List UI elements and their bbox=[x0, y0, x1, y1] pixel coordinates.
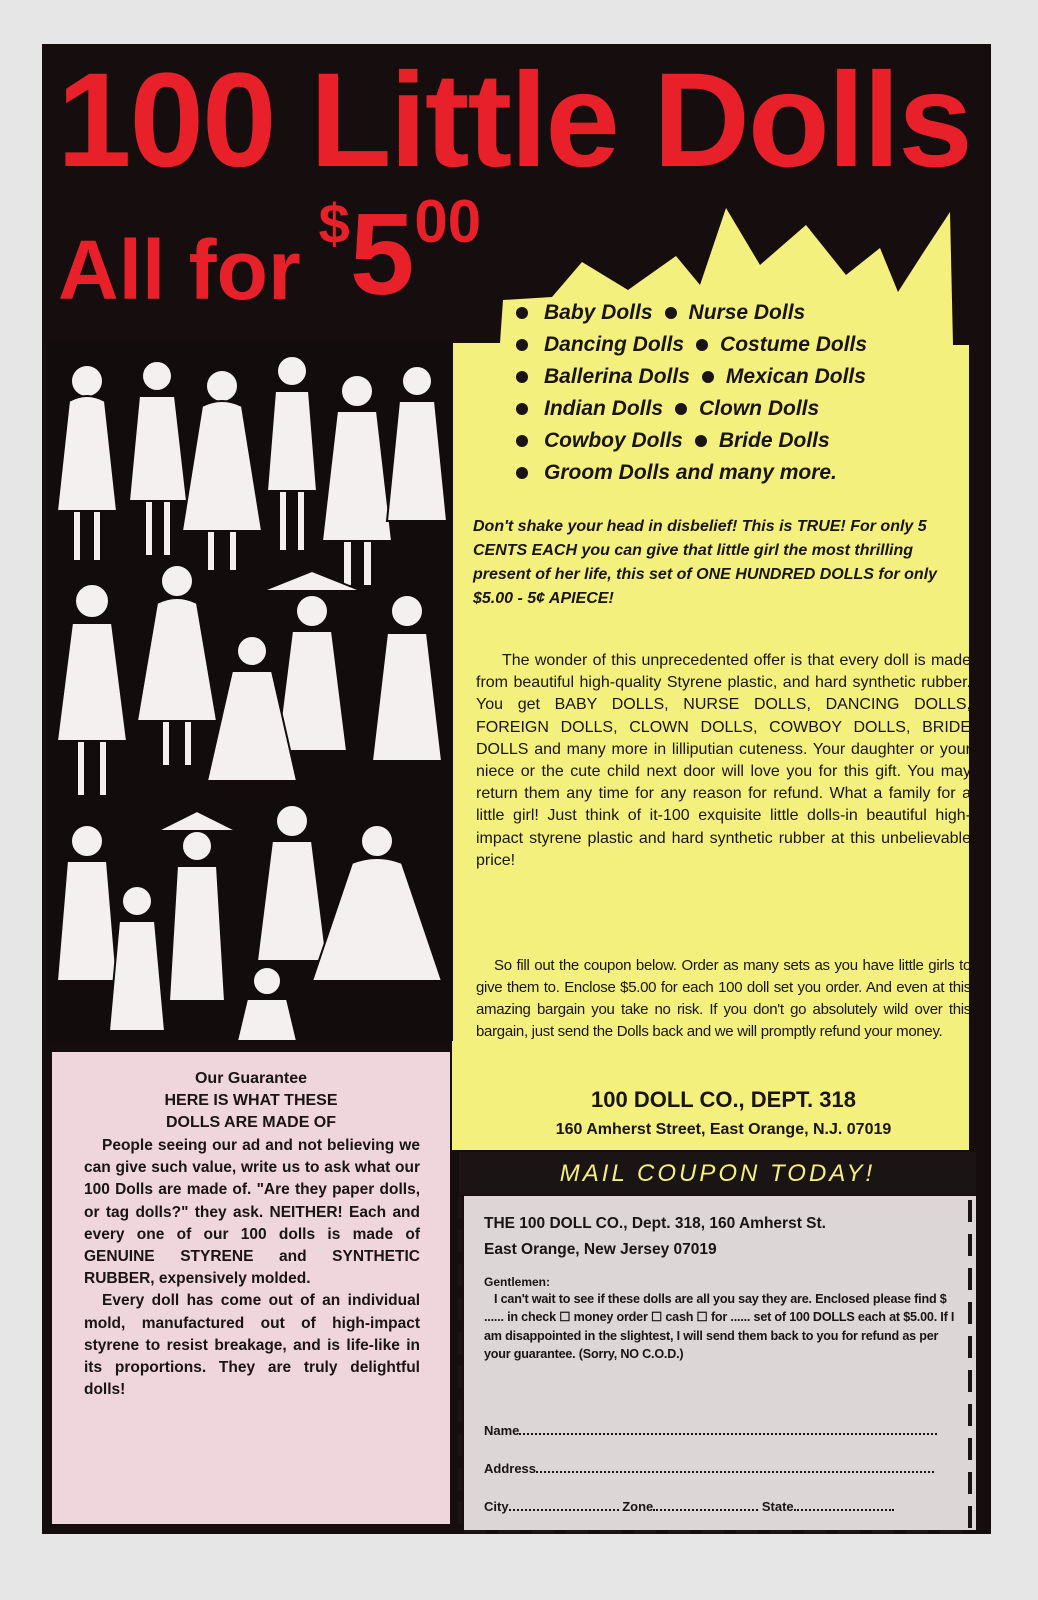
bullet-icon bbox=[516, 467, 528, 479]
doll-types-row bbox=[516, 297, 976, 329]
guarantee-title-line2: HERE IS WHAT THESE bbox=[164, 1092, 338, 1109]
order-paragraph: So fill out the coupon below. Order as many sets as you have little girls to give them to. Enclose $5.00 for each 100 doll set you order. And even at this amazing bargain you take no risk. If you don't go absolutely wild over this bargain, just send the Dolls back and we will promptly refund your money. bbox=[476, 957, 971, 1040]
coupon-address-block bbox=[484, 1211, 964, 1263]
address-label: Address bbox=[484, 1461, 537, 1476]
doll-types-row bbox=[516, 425, 976, 457]
doll-type-item: Groom Dolls and many more. bbox=[544, 461, 837, 484]
name-line[interactable] bbox=[519, 1423, 937, 1435]
doll-type-item: Bride Dolls bbox=[718, 429, 830, 452]
bullet-icon bbox=[516, 435, 528, 447]
coupon-salutation: Gentlemen: bbox=[484, 1275, 551, 1289]
all-for-text: All for bbox=[58, 223, 301, 317]
price-dollars: 5 bbox=[349, 189, 415, 319]
doll-type-item: Ballerina Dolls bbox=[544, 365, 690, 388]
dolls-illustration bbox=[47, 341, 453, 1041]
doll-type-item: Cowboy Dolls bbox=[544, 429, 683, 452]
dollar-sign: $ bbox=[318, 192, 350, 255]
doll-type-item: Clown Dolls bbox=[699, 397, 820, 420]
price-cents: 00 bbox=[414, 188, 482, 255]
address-line[interactable] bbox=[536, 1461, 934, 1473]
name-field[interactable] bbox=[484, 1423, 937, 1438]
coupon-banner: MAIL COUPON TODAY! bbox=[459, 1152, 976, 1195]
bullet-icon bbox=[516, 307, 528, 319]
guarantee-title-line3: DOLLS ARE MADE OF bbox=[165, 1114, 337, 1131]
bullet-icon bbox=[675, 403, 687, 415]
doll-type-item: Costume Dolls bbox=[720, 333, 868, 356]
state-line[interactable] bbox=[794, 1499, 894, 1511]
guarantee-paragraph: People seeing our ad and not believing we can give such value, write us to ask what our 100 Dolls are made of. "Are they paper dolls, or tag dolls?" they ask. NEITHER! Each and every one of our 100 dolls is made of GENUINE STYRENE and SYNTHETIC RUBBER, expensively molded. bbox=[84, 1137, 420, 1288]
city-zone-state-field[interactable] bbox=[484, 1499, 894, 1514]
coupon-address-line2: East Orange, New Jersey 07019 bbox=[484, 1241, 717, 1258]
company-address: 160 Amherst Street, East Orange, N.J. 07019 bbox=[555, 1121, 892, 1138]
doll-types-row bbox=[516, 361, 976, 393]
doll-types-row bbox=[516, 457, 976, 489]
body-paragraph: The wonder of this unprecedented offer is that every doll is made from beautiful high-quality Styrene plastic, and hard synthetic rubber. You get BABY DOLLS, NURSE DOLLS, DANCING DOLLS, FOREIGN DOLLS, CLOWN DOLLS, COWBOY DOLLS, BRIDE DOLLS and many more in lilliputian cuteness. Your daughter or your niece or the cute child next door will love you for this gift. You may return them any time for any reason for refund. What a family for a little girl! Just think of it-100 exquisite little dolls-in beautiful high-impact styrene plastic and hard synthetic rubber at this unbelievable price! bbox=[476, 652, 971, 869]
doll-types-list bbox=[516, 297, 976, 489]
doll-type-item: Indian Dolls bbox=[544, 397, 664, 420]
guarantee-title bbox=[52, 1068, 450, 1134]
city-label: City bbox=[484, 1499, 509, 1514]
guarantee-text bbox=[84, 1135, 420, 1401]
coupon-order-text: I can't wait to see if these dolls are all you say they are. Enclosed please find $ ...... in check ☐ money order ☐ cash ☐ for ...... set of 100 DOLLS each at $5.00. If I am disappointed in the slightest, I will send them back to you for refund as per your guarantee. (Sorry, NO C.O.D.) bbox=[484, 1292, 955, 1362]
bullet-icon bbox=[516, 339, 528, 351]
doll-types-row bbox=[516, 329, 976, 361]
bullet-icon bbox=[702, 371, 714, 383]
city-line[interactable] bbox=[509, 1499, 619, 1511]
bullet-icon bbox=[695, 435, 707, 447]
guarantee-title-line1: Our Guarantee bbox=[194, 1070, 308, 1087]
zone-label: Zone bbox=[622, 1499, 654, 1514]
state-label: State bbox=[761, 1499, 794, 1514]
doll-type-item: Dancing Dolls bbox=[544, 333, 685, 356]
address-field[interactable] bbox=[484, 1461, 934, 1476]
bullet-icon bbox=[696, 339, 708, 351]
bullet-icon bbox=[665, 307, 677, 319]
intro-paragraph: Don't shake your head in disbelief! This is TRUE! For only 5 CENTS EACH you can give that little girl the most thrilling present of her life, this set of ONE HUNDRED DOLLS for only $5.00 - 5¢ APIECE! bbox=[473, 518, 938, 607]
bullet-icon bbox=[516, 371, 528, 383]
doll-type-item: Mexican Dolls bbox=[725, 365, 866, 388]
headline-price bbox=[58, 188, 482, 319]
bullet-icon bbox=[516, 403, 528, 415]
headline-title: 100 Little Dolls bbox=[57, 46, 971, 195]
doll-type-item: Nurse Dolls bbox=[688, 301, 806, 324]
doll-type-item: Baby Dolls bbox=[544, 301, 653, 324]
doll-types-row bbox=[516, 393, 976, 425]
company-name: 100 DOLL CO., DEPT. 318 bbox=[591, 1087, 856, 1112]
guarantee-paragraph: Every doll has come out of an individual mold, manufactured out of high-impact styrene to resist breakage, and is life-like in its proportions. They are truly delightful dolls! bbox=[84, 1292, 420, 1399]
coupon-address-line1: THE 100 DOLL CO., Dept. 318, 160 Amherst St. bbox=[484, 1215, 826, 1232]
name-label: Name bbox=[484, 1423, 520, 1438]
zone-line[interactable] bbox=[653, 1499, 758, 1511]
